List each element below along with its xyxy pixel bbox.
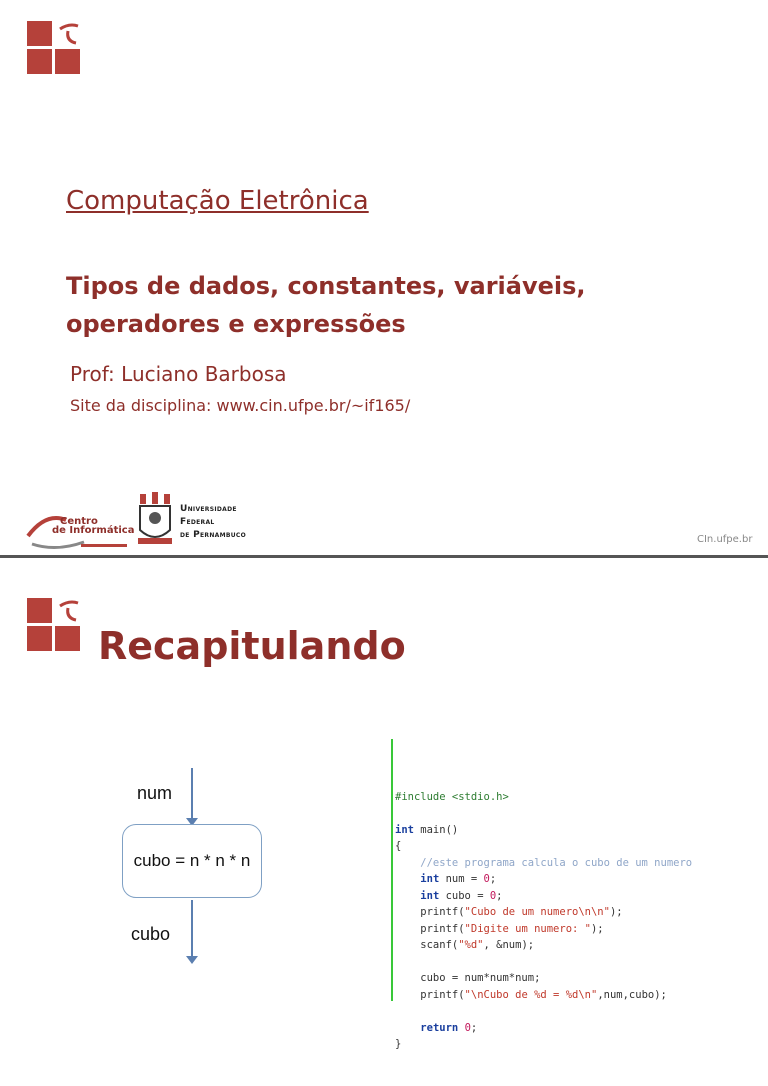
code-line: return 0; — [420, 1021, 478, 1034]
code-line: //este programa calcula o cubo de um numero — [395, 856, 693, 869]
slide-title: Recapitulando — [98, 624, 406, 668]
code-line: } — [395, 1038, 402, 1050]
code-line — [395, 954, 731, 971]
code-line — [395, 1003, 731, 1020]
subtitle-line-1: Tipos de dados, constantes, variáveis, — [66, 272, 586, 300]
code-screenshot — [391, 739, 731, 1050]
ufpe-name — [180, 503, 246, 542]
code-line: printf("Digite um numero: "); — [395, 922, 604, 935]
code-line: #include <stdio.h> — [395, 790, 509, 803]
process-label: cubo = n * n * n — [133, 851, 251, 870]
code-line: cubo = num*num*num; — [395, 972, 541, 984]
cin-logo-text-2: de Informática — [52, 525, 135, 536]
cin-corner-logo — [27, 598, 82, 653]
course-title: Computação Eletrônica — [66, 186, 369, 216]
subtitle-line-2: operadores e expressões — [66, 310, 406, 338]
recap-slide — [0, 558, 768, 1050]
code-line — [395, 805, 731, 822]
code-line: int num = 0; — [420, 873, 497, 885]
code-gutter — [391, 739, 393, 1001]
ufpe-line-2: Federal — [180, 517, 215, 527]
code-line: scanf("%d", &num); — [395, 939, 535, 951]
code-line: int cubo = 0; — [420, 889, 503, 902]
code-line: printf("Cubo de um numero\n\n"); — [395, 906, 623, 918]
code-line: int main() — [395, 823, 459, 836]
ufpe-line-3: de Pernambuco — [180, 530, 247, 540]
ufpe-line-1: Universidade — [180, 504, 237, 514]
professor-name: Prof: Luciano Barbosa — [70, 362, 287, 386]
cin-logo-text-1: Centro — [60, 516, 98, 527]
cin-corner-logo — [27, 21, 82, 76]
process-box — [122, 824, 262, 898]
lecture-subtitle — [66, 267, 706, 343]
input-label: num — [137, 783, 173, 803]
output-label: cubo — [131, 924, 171, 944]
ufpe-crest-icon — [136, 492, 174, 546]
footer-url: CIn.ufpe.br — [697, 534, 753, 545]
course-site: Site da disciplina: www.cin.ufpe.br/~if165/ — [70, 396, 411, 415]
code-line: { — [395, 840, 402, 852]
code-lines — [391, 789, 731, 1053]
code-line: printf("\nCubo de %d = %d\n",num,cubo); — [395, 988, 667, 1001]
